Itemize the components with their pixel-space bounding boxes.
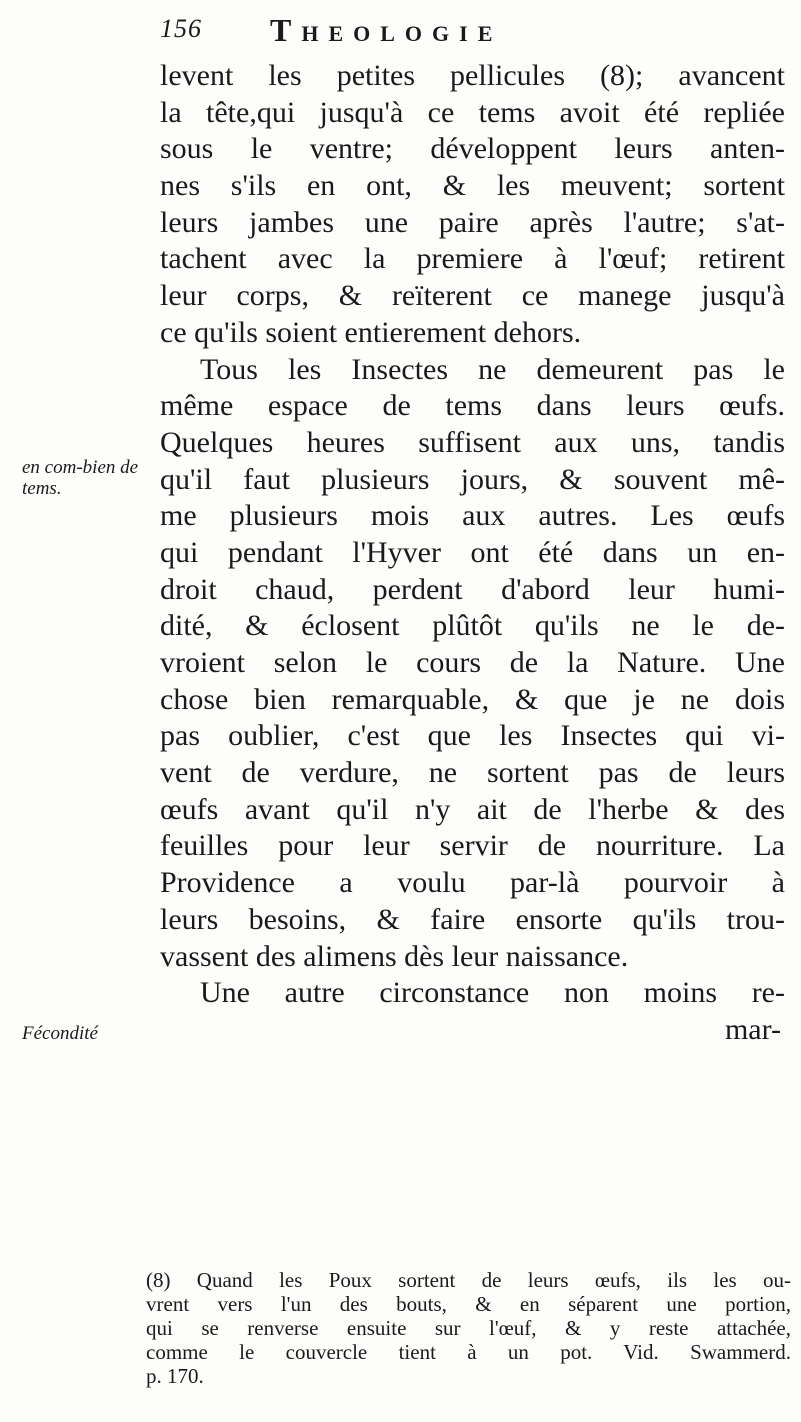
- text-line: même espace de tems dans leurs œufs.: [160, 389, 785, 423]
- running-title: Theologie: [270, 12, 503, 48]
- text-line: Providence a voulu par-là pourvoir à: [160, 866, 785, 900]
- text-line: vroient selon le cours de la Nature. Une: [160, 646, 785, 679]
- text-line: Quelques heures suffisent aux uns, tandis: [160, 425, 785, 459]
- text-line: tachent avec la premiere à l'œuf; retirent: [160, 242, 785, 276]
- text-line: levent les petites pellicules (8); avancent: [160, 59, 785, 92]
- text-line: leurs besoins, & faire ensorte qu'ils trou-: [160, 902, 785, 936]
- text-line: droit chaud, perdent d'abord leur humi-: [160, 572, 785, 606]
- footnote-line: (8) Quand les Poux sortent de leurs œufs, ils les ou-: [146, 1268, 791, 1292]
- page-number: 156: [160, 14, 202, 43]
- text-line: qui pendant l'Hyver ont été dans un en-: [160, 535, 785, 569]
- text-line: pas oublier, c'est que les Insectes qui vi-: [160, 719, 785, 753]
- catchword: mar-: [724, 1012, 781, 1046]
- text-line: leur corps, & reïterent ce manege jusqu'à: [160, 279, 785, 313]
- text-line: vassent des alimens dès leur naissance.: [160, 939, 629, 973]
- text-line: Tous les Insectes ne demeurent pas le: [200, 352, 785, 386]
- page-header: [160, 12, 780, 52]
- text-line: chose bien remarquable, & que je ne dois: [160, 682, 785, 716]
- margin-note-duration: en com-bien de tems.: [22, 457, 139, 499]
- text-line: vent de verdure, ne sortent pas de leurs: [160, 756, 785, 790]
- text-line: sous le ventre; développent leurs anten-: [160, 132, 785, 166]
- footnote-line: qui se renverse ensuite sur l'œuf, & y reste attachée,: [146, 1316, 791, 1340]
- margin-note-fecundity: Fécondité: [22, 1023, 98, 1044]
- text-line: ce qu'ils soient entierement dehors.: [160, 315, 582, 349]
- footnote: [146, 1268, 791, 1388]
- text-line: feuilles pour leur servir de nourriture. La: [160, 829, 785, 863]
- text-line: leurs jambes une paire après l'autre; s'at-: [160, 205, 785, 239]
- main-text: [160, 58, 785, 1049]
- footnote-line: vrent vers l'un des bouts, & en séparent une portion,: [146, 1292, 791, 1316]
- text-line: œufs avant qu'il n'y ait de l'herbe & des: [160, 792, 785, 826]
- footnote-line: p. 170.: [146, 1364, 204, 1388]
- text-line: qu'il faut plusieurs jours, & souvent mê-: [160, 462, 785, 496]
- text-line: dité, & éclosent plûtôt qu'ils ne le de-: [160, 609, 785, 643]
- footnote-line: comme le couvercle tient à un pot. Vid. Swammerd.: [146, 1340, 791, 1364]
- text-line: nes s'ils en ont, & les meuvent; sortent: [160, 169, 785, 203]
- text-line: Une autre circonstance non moins re-: [200, 976, 785, 1010]
- text-line: me plusieurs mois aux autres. Les œufs: [160, 499, 785, 533]
- text-line: la tête,qui jusqu'à ce tems avoit été repliée: [160, 95, 785, 129]
